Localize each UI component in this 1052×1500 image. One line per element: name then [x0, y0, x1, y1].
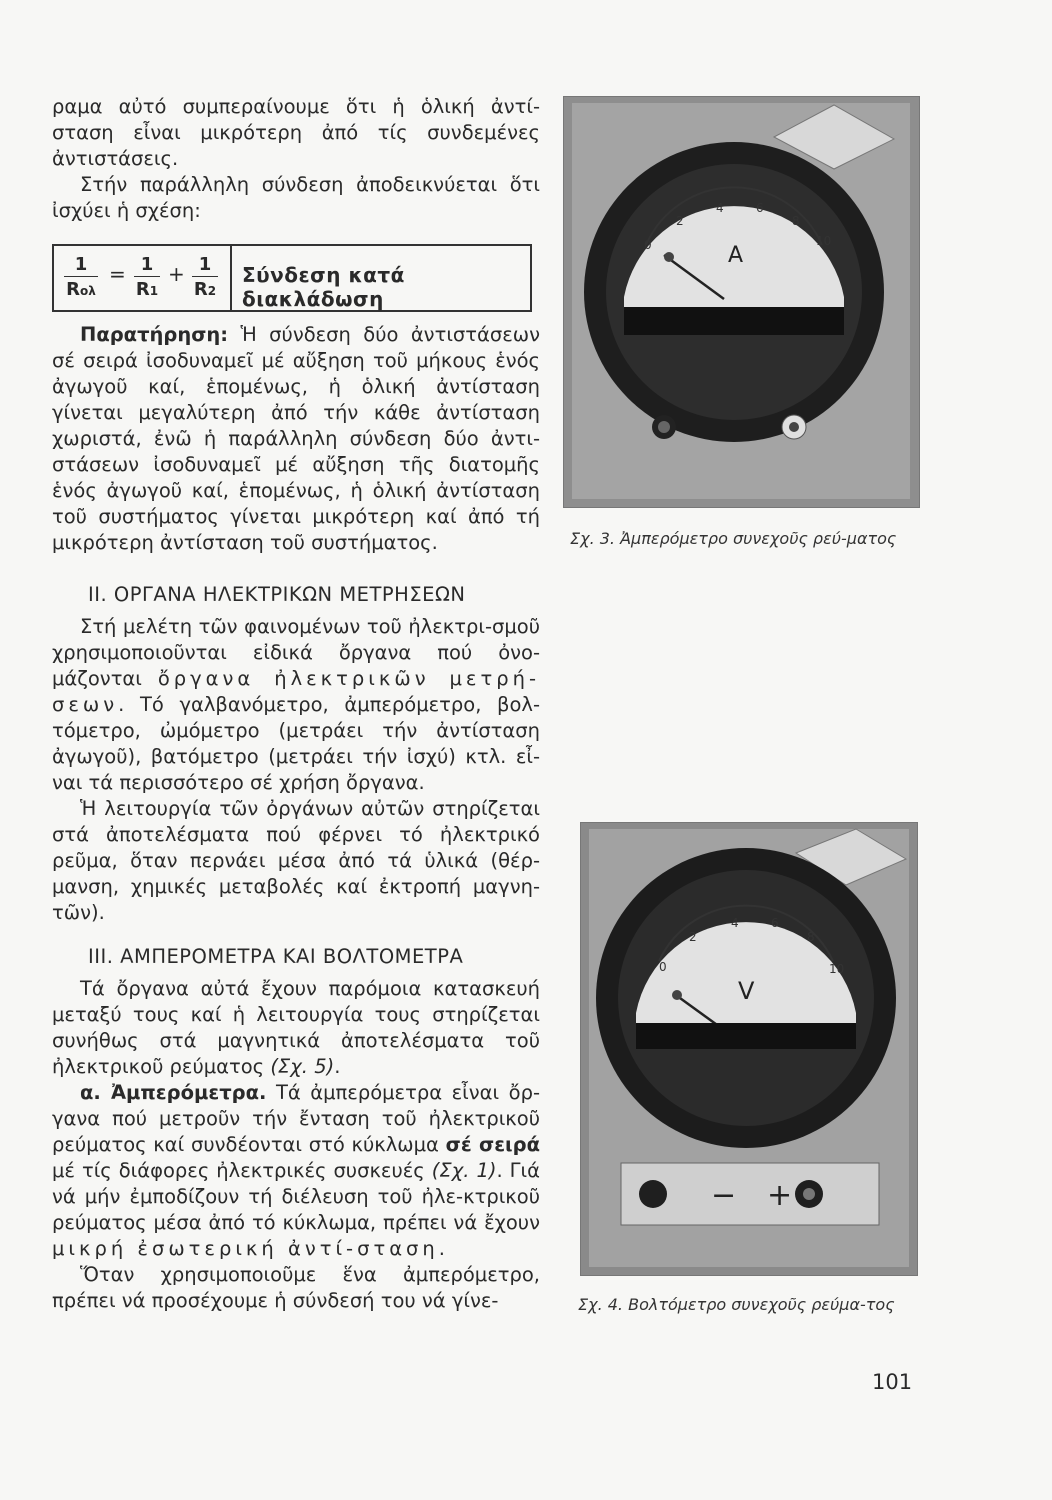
section-2-heading: II. ΟΡΓΑΝΑ ΗΛΕΚΤΡΙΚΩΝ ΜΕΤΡΗΣΕΩΝ — [88, 583, 466, 606]
ammeters-label: α. Ἀμπερόμετρα. — [80, 1081, 267, 1104]
scale-6: 6 — [771, 916, 779, 930]
figure-reference: (Σχ. 5) — [270, 1055, 335, 1078]
ammeter-illustration — [564, 97, 919, 507]
note-block — [52, 322, 540, 556]
figure-3-caption: Σχ. 3. Ἀμπερόμετρο συνεχοῦς ρεύ-ματος — [570, 529, 897, 548]
formula-label: Σύνδεση κατά διακλάδωση — [242, 263, 405, 311]
plus-terminal-label: + — [767, 1178, 793, 1213]
section-2-paragraph-1: Στή μελέτη τῶν φαινομένων τοῦ ἠλεκτρι-σμοῦ χρησιμοποιοῦνται εἰδικά ὄργανα πού ὀνο-μάζονται ὄργανα ἠλεκτρικῶν μετρή-σεων. Τό γαλβανόμετρο, ἀμπερόμετρο, βολ-τόμετρο, ὠμόμετρο (μετράει τήν ἀντίσταση ἀγωγοῦ), βατόμετρο (μετράει τήν ἰσχύ) κτλ. εἶ-ναι τά περισσότερο σέ χρήση ὄργανα. — [52, 615, 540, 794]
intro-block — [52, 94, 540, 224]
scale-6: 6 — [756, 201, 764, 215]
scale-10: 10 — [816, 234, 832, 248]
section-3-paragraph-2: α. Ἀμπερόμετρα. Τά ἀμπερόμετρα εἶναι ὄρ-γανα πού μετροῦν τήν ἔνταση τοῦ ἠλεκτρικοῦ ρεύματος καί συνδέονται στό κύκλωμα σέ σειρά μέ τίς διάφορες ἠλεκτρικές συσκευές (Σχ. 1). Γιά νά μήν ἐμποδίζουν τή διέλευση τοῦ ἠλε-κτρικοῦ ρεύματος μέσα ἀπό τό κύκλωμα, πρέπει νά ἔχουν μικρή ἐσωτερική ἀντί-σταση. — [52, 1081, 540, 1260]
section-3-paragraph-1: Τά ὄργανα αὐτά ἔχουν παρόμοια κατασκευή μεταξύ τους καί ἡ λειτουργία τους στηρίζεται συνήθως στά μαγνητικά ἀποτελέσματα τοῦ ἠλεκτρικοῦ ρεύματος (Σχ. 5). — [52, 977, 540, 1078]
scale-8: 8 — [807, 930, 815, 944]
dial-letter: A — [728, 243, 744, 268]
ammeter-photo — [563, 96, 920, 508]
numerator: 1 — [134, 254, 160, 277]
equals-sign: = — [109, 262, 126, 286]
scale-0: 0 — [644, 238, 652, 252]
scale-2: 2 — [676, 214, 684, 228]
intro-paragraph-1: ραμα αὐτό συμπεραίνουμε ὅτι ἡ ὁλική ἀντί-σταση εἶναι μικρότερη ἀπό τίς συνδεμένες ἀντιστάσεις. — [52, 95, 540, 170]
spaced-term: μικρή ἐσωτερική ἀντί-σταση — [52, 1237, 439, 1260]
scale-4: 4 — [716, 201, 724, 215]
fraction-total — [64, 254, 98, 301]
minus-terminal-label: − — [711, 1178, 737, 1213]
numerator: 1 — [64, 254, 98, 277]
section-2-paragraph-2: Ἡ λειτουργία τῶν ὀργάνων αὐτῶν στηρίζεται στά ἀποτελέσματα πού φέρνει τό ἠλεκτρικό ρεῦμα, ὅταν περνάει μέσα ἀπό τά ὑλικά (θέρ-μανση, χημικές μεταβολές καί ἐκτροπή μαγνη-τῶν). — [52, 797, 540, 924]
note-label: Παρατήρηση: — [80, 323, 229, 346]
scale-8: 8 — [792, 214, 800, 228]
fraction-r2 — [192, 254, 218, 301]
section-3 — [52, 944, 540, 1314]
page-number: 101 — [872, 1370, 913, 1394]
voltmeter-photo — [580, 822, 918, 1276]
scale-2: 2 — [689, 930, 697, 944]
scale-0: 0 — [659, 960, 667, 974]
formula-equation — [54, 246, 232, 310]
figure-reference: (Σχ. 1) — [431, 1159, 497, 1182]
note-paragraph — [52, 322, 540, 556]
section-2 — [52, 582, 540, 926]
dial-letter: V — [738, 977, 755, 1005]
numerator: 1 — [192, 254, 218, 277]
fraction-r1 — [134, 254, 160, 301]
note-text: Ἡ σύνδεση δύο ἀντιστάσεων σέ σειρά ἰσοδυναμεῖ μέ αὔξηση τοῦ μήκους ἑνός ἀγωγοῦ καί, ἑπομένως, ἡ ὁλική ἀντίσταση γίνεται μεγαλύτερη ἀπό τήν κάθε ἀντίσταση χωριστά, ἐνῶ ἡ παράλληλη σύνδεση δύο ἀντι-στάσεων ἰσοδυναμεῖ μέ αὔξηση τῆς διατομῆς ἑνός ἀγωγοῦ καί, ἑπομένως, ἡ ὁλική ἀντίσταση τοῦ συστήματος γίνεται μικρότερη καί ἀπό τή μικρότερη ἀντίσταση τοῦ συστήματος. — [52, 323, 540, 554]
intro-paragraph-2: Στήν παράλληλη σύνδεση ἀποδεικνύεται ὅτι ἰσχύει ἡ σχέση: — [52, 173, 540, 222]
voltmeter-illustration — [581, 823, 917, 1275]
parallel-formula-box — [52, 244, 532, 312]
figure-4-caption: Σχ. 4. Βολτόμετρο συνεχοῦς ρεύμα-τος — [578, 1295, 895, 1314]
scale-10: 10 — [829, 962, 845, 976]
spaced-term: ὄργανα ἠλεκτρικῶν μετρή-σεων — [52, 667, 540, 716]
denominator: R2 — [193, 279, 217, 300]
denominator: Rολ — [66, 279, 96, 300]
section-3-paragraph-3: Ὅταν χρησιμοποιοῦμε ἕνα ἀμπερόμετρο, πρέπει νά προσέχουμε ἡ σύνδεσή του νά γίνε- — [52, 1263, 540, 1312]
scale-4: 4 — [731, 916, 739, 930]
section-3-heading: III. ΑΜΠΕΡΟΜΕΤΡΑ ΚΑΙ ΒΟΛΤΟΜΕΤΡΑ — [88, 945, 464, 968]
plus-sign: + — [168, 262, 185, 286]
denominator: R1 — [135, 279, 159, 300]
